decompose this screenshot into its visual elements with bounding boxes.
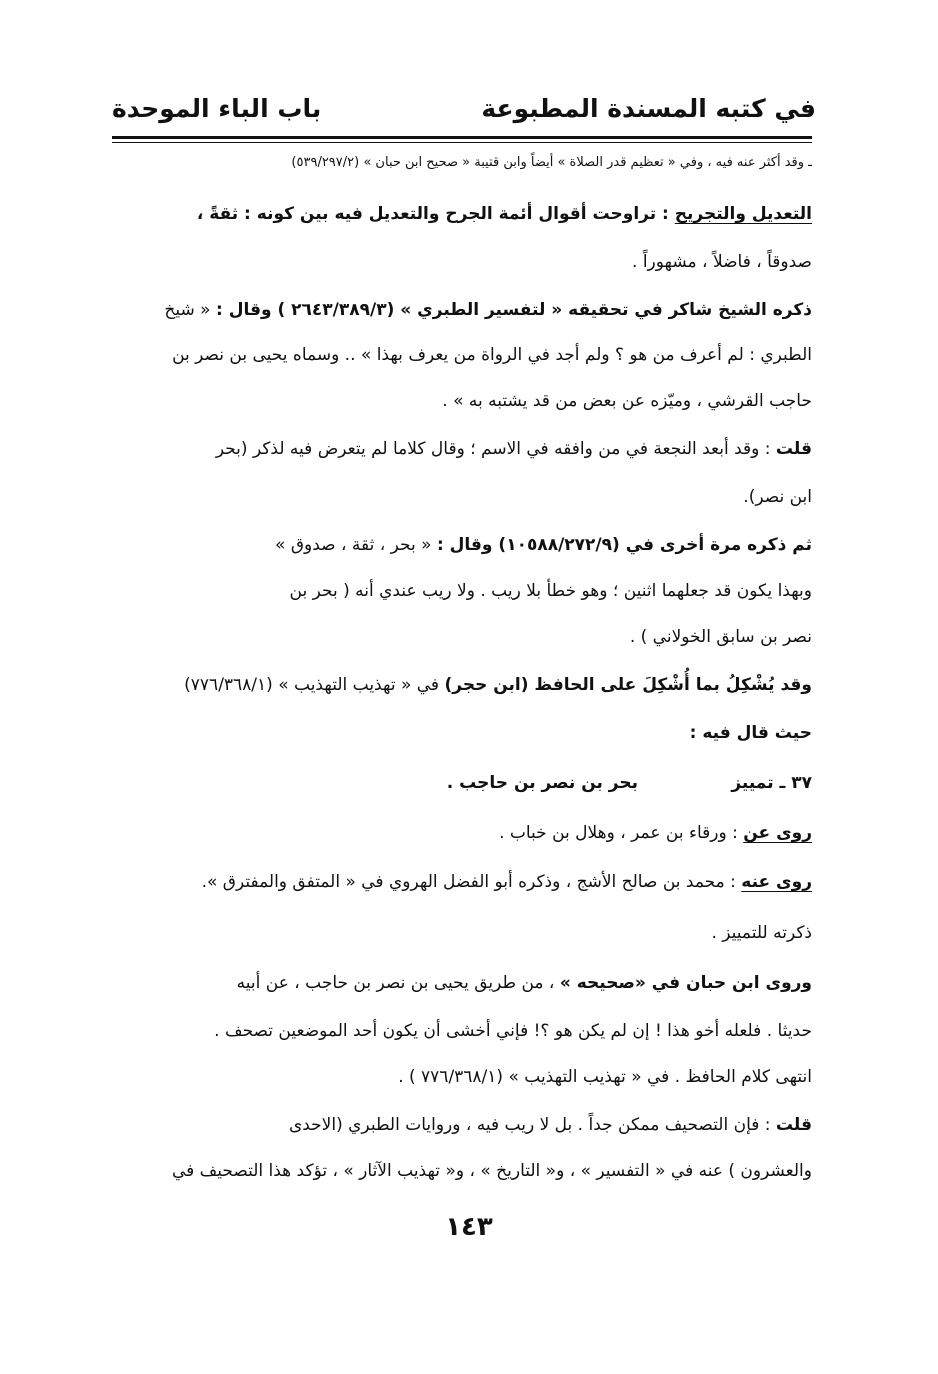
running-header-chapter: باب الباء الموحدة [112,94,322,123]
field-label: روى عنه [741,872,812,892]
text-run: ذكره الشيخ شاكر في تحقيقه « لتفسير الطبري » (٢٦٤٣/٣٨٩/٣ ) وقال : [215,300,812,320]
text-run: وقد يُشْكِلُ بما أُشْكِلَ على الحافظ (ابن حجر) [444,675,812,695]
text-run: وروى ابن حبان في «صحيحه » [559,973,812,993]
text-run: في « تهذيب التهذيب » (٧٧٦/٣٦٨/١) [184,675,445,695]
header-rule-thin [112,142,812,143]
note-label: قلت [775,439,812,459]
text-line: وبهذا يكون قد جعلهما اثنين ؛ وهو خطأ بلا ريب . ولا ريب عندي أنه ( بحر بن [289,581,812,601]
quoted-entry-line [447,770,812,796]
text-line: انتهى كلام الحافظ . في « تهذيب التهذيب » (٧٧٦/٣٦٨/١ ) . [398,1067,812,1087]
text-line [275,532,812,558]
text-line: نصر بن سابق الخولاني ) . [629,627,812,647]
text-line: ذكرته للتمييز . [711,923,812,943]
running-header-title: في كتبه المسندة المطبوعة [481,94,816,123]
text-line: ابن نصر). [743,487,812,507]
field-label: روى عن [743,823,812,843]
text-run: : فإن التصحيف ممكن جداً . بل لا ريب فيه ، وروايات الطبري (الاحدى [288,1115,776,1135]
page-number: ١٤٣ [445,1212,493,1242]
text-line [289,1112,812,1138]
text-line [499,820,812,846]
text-line [197,201,812,227]
text-run: : ورقاء بن عمر ، وهلال بن خباب . [499,823,744,843]
text-run: : وقد أبعد النجعة في من وافقه في الاسم ؛ وقال كلاما لم يتعرض فيه لذكر (بحر [215,439,776,459]
text-run: ، من طريق يحيى بن نصر بن حاجب ، عن أبيه [236,973,560,993]
text-run: « شيخ [164,300,216,320]
text-run: : تراوحت أقوال أئمة الجرح والتعديل فيه بين كونه : ثقةً ، [196,204,675,224]
text-line: حاجب القرشي ، وميّزه عن بعض من قد يشتبه به » . [442,391,812,411]
text-run: : محمد بن صالح الأشج ، وذكره أبو الفضل الهروي في « المتفق والمفترق ». [201,872,742,892]
text-line: والعشرون ) عنه في « التفسير » ، و« التاريخ » ، و« تهذيب الآثار » ، تؤكد هذا التصحيف في [171,1161,812,1181]
text-run: « بحر ، ثقة ، صدوق » [275,535,437,555]
text-line: صدوقاً ، فاضلاً ، مشهوراً . [632,252,812,272]
text-line [164,297,812,323]
entry-number: ٣٧ ـ تمييز [731,773,812,793]
text-line [216,436,812,462]
text-run: ثم ذكره مرة أخرى في (١٠٥٨٨/٢٧٢/٩) وقال : [436,535,812,555]
text-line: حيث قال فيه : [689,723,812,743]
entry-name: بحر بن نصر بن حاجب . [446,773,638,793]
text-line: حديثا . فلعله أخو هذا ! إن لم يكن هو ؟! فإني أخشى أن يكون أحد الموضعين تصحف . [214,1021,812,1041]
note-label: قلت [775,1115,812,1135]
text-line [202,869,812,895]
text-line [237,970,812,996]
footnote-continuation-line: ـ وقد أكثر عنه فيه ، وفي « تعظيم قدر الصلاة » أيضاً وابن قتيبة « صحيح ابن حبان » (٥٣٩/٢٩٧/٢) [291,155,812,170]
text-line: الطبري : لم أعرف من هو ؟ ولم أجد في الرواة من يعرف بهذا » .. وسماه يحيى بن نصر بن [172,345,812,365]
section-heading: التعديل والتجريح [674,204,812,224]
header-rule-thick [112,136,812,139]
text-line [184,672,812,698]
